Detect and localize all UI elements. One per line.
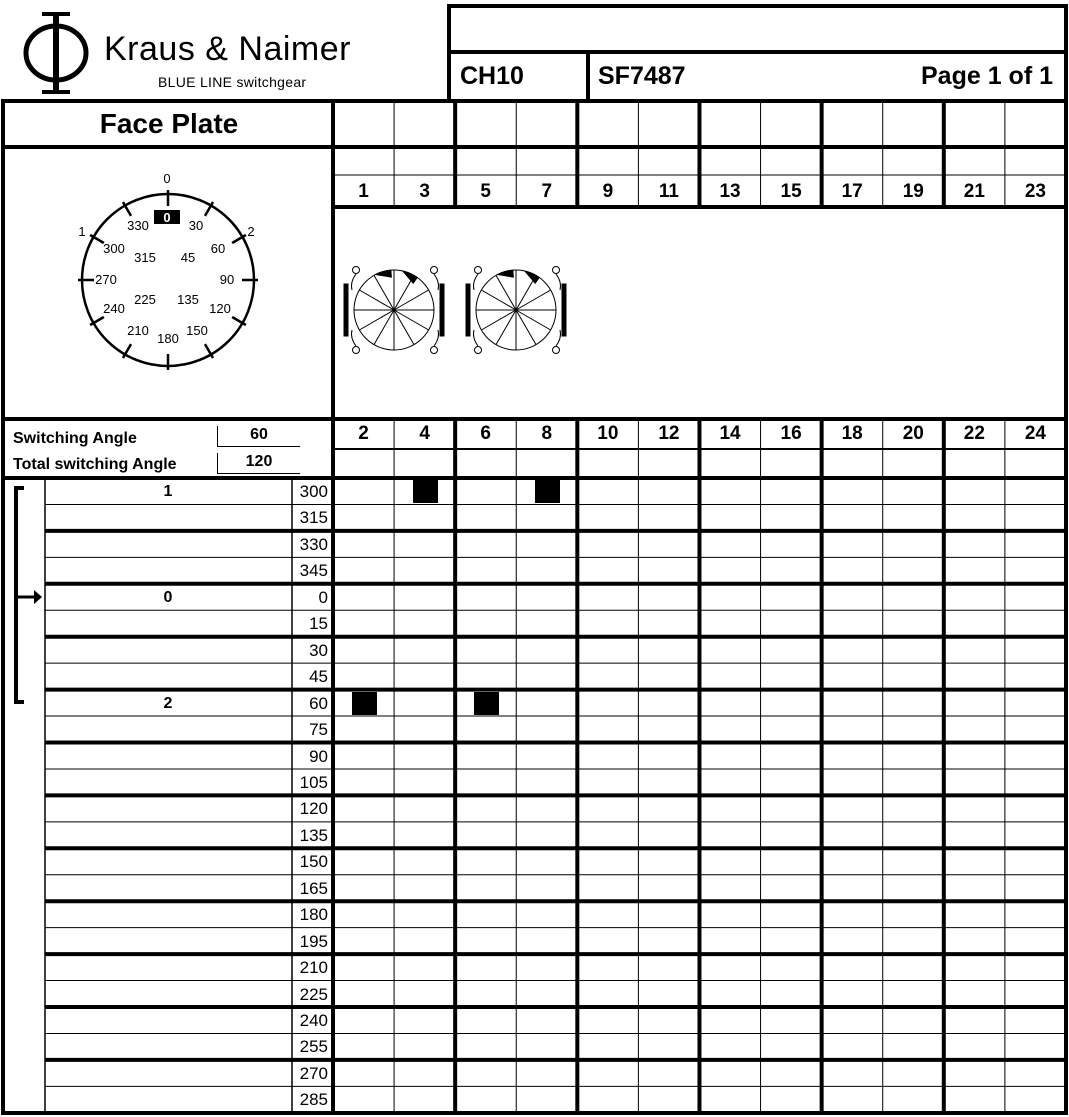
contact-number-bottom: 14 xyxy=(719,423,741,444)
brand-tagline: BLUE LINE switchgear xyxy=(158,74,307,90)
cam-lobe xyxy=(376,270,392,277)
contact-number-bottom: 20 xyxy=(902,423,924,444)
closed-contact-mark xyxy=(535,480,560,503)
contact-number-top: 19 xyxy=(902,181,924,202)
contact-number-bottom: 4 xyxy=(419,423,430,444)
switching-angle-value: 60 xyxy=(217,426,300,447)
total-angle-value: 120 xyxy=(217,453,300,474)
contact-number-top: 7 xyxy=(541,181,553,202)
row-position: 0 xyxy=(163,588,173,606)
total-angle-label: Total switching Angle xyxy=(13,456,177,473)
brand-name: Kraus & Naimer xyxy=(104,30,351,68)
dial-angle: 90 xyxy=(219,272,235,287)
phi-logo-icon xyxy=(18,8,98,98)
contact-number-bottom: 18 xyxy=(841,423,863,444)
row-angle: 270 xyxy=(299,1063,328,1083)
dial-angle: 225 xyxy=(134,292,156,307)
row-angle: 45 xyxy=(309,667,328,687)
closed-contact-mark xyxy=(474,692,499,715)
position-range-bracket xyxy=(8,484,44,710)
dial-angle: 30 xyxy=(188,218,204,233)
dial-angle: 300 xyxy=(103,241,125,256)
terminal xyxy=(475,267,482,274)
switch-number: SF7487 xyxy=(598,62,686,90)
contact-number-bottom: 16 xyxy=(780,423,802,444)
contact-bar xyxy=(562,284,566,336)
page-indicator: Page 1 of 1 xyxy=(921,62,1053,90)
dial-angle-current: 0 xyxy=(163,210,171,225)
terminal xyxy=(431,267,438,274)
product-code: CH10 xyxy=(460,62,524,90)
contact-bar xyxy=(344,284,348,336)
row-angle: 315 xyxy=(299,508,328,528)
dial-position-left: 1 xyxy=(78,224,86,239)
row-angle: 60 xyxy=(309,693,328,713)
switching-angle-label: Switching Angle xyxy=(13,430,137,447)
row-angle: 135 xyxy=(299,825,328,845)
dial-angle: 60 xyxy=(210,241,226,256)
dial-angle: 150 xyxy=(186,323,208,338)
contact-number-top: 21 xyxy=(963,181,985,202)
row-angle: 300 xyxy=(299,482,328,501)
dial-face xyxy=(70,168,270,373)
dial-angle: 120 xyxy=(209,301,231,316)
contact-number-top: 13 xyxy=(719,181,741,202)
dial-angle: 270 xyxy=(95,272,117,287)
dial-angle: 180 xyxy=(157,331,179,346)
row-angle: 210 xyxy=(299,958,328,978)
dial-angle: 45 xyxy=(180,250,196,265)
closed-contact-mark xyxy=(413,480,438,503)
row-angle: 15 xyxy=(309,614,328,634)
terminal xyxy=(353,347,360,354)
row-angle: 30 xyxy=(309,640,328,660)
contact-number-top: 1 xyxy=(358,181,369,202)
cam-lobe xyxy=(498,270,514,277)
row-angle: 105 xyxy=(299,772,328,792)
contact-number-bottom: 6 xyxy=(480,423,491,444)
contact-number-top: 15 xyxy=(780,181,802,202)
contact-number-top: 5 xyxy=(480,181,491,202)
terminal xyxy=(553,347,560,354)
contact-symbols xyxy=(338,260,578,360)
terminal xyxy=(353,267,360,274)
contact-number-bottom: 10 xyxy=(597,423,619,444)
contact-number-top: 17 xyxy=(841,181,863,202)
closed-contact-mark xyxy=(352,692,377,715)
row-angle: 0 xyxy=(318,587,328,607)
row-angle: 75 xyxy=(309,720,328,740)
face-plate-title: Face Plate xyxy=(99,108,239,139)
row-angle: 330 xyxy=(299,534,328,554)
contact-number-bottom: 8 xyxy=(541,423,553,444)
row-angle: 345 xyxy=(299,561,328,581)
contact-number-top: 11 xyxy=(658,181,679,202)
row-angle: 165 xyxy=(299,878,328,898)
row-angle: 255 xyxy=(299,1037,328,1057)
contact-bar xyxy=(440,284,444,336)
dial-angle: 240 xyxy=(103,301,125,316)
contact-number-bottom: 24 xyxy=(1024,423,1046,444)
contact-number-top: 23 xyxy=(1024,181,1046,202)
row-position: 1 xyxy=(163,483,173,500)
contact-number-top: 3 xyxy=(419,181,430,202)
row-angle: 195 xyxy=(299,931,328,951)
contact-number-bottom: 12 xyxy=(658,423,680,444)
contact-number-top: 9 xyxy=(602,181,614,202)
row-position: 2 xyxy=(163,694,173,712)
dial-angle: 315 xyxy=(134,250,156,265)
row-angle: 285 xyxy=(299,1090,328,1110)
row-angle: 225 xyxy=(299,984,328,1004)
dial-position-top: 0 xyxy=(163,171,171,186)
contact-bar xyxy=(466,284,470,336)
terminal xyxy=(475,347,482,354)
dial-angle: 210 xyxy=(127,323,149,338)
row-angle: 240 xyxy=(299,1011,328,1030)
row-angle: 120 xyxy=(299,799,328,819)
row-angle: 150 xyxy=(299,852,328,872)
terminal xyxy=(553,267,560,274)
dial-angle: 135 xyxy=(177,292,199,307)
contact-number-bottom: 22 xyxy=(963,423,985,444)
terminal xyxy=(431,347,438,354)
dial-position-right: 2 xyxy=(247,224,255,239)
dial-angle: 330 xyxy=(127,218,149,233)
row-angle: 90 xyxy=(309,746,328,766)
row-angle: 180 xyxy=(299,905,328,925)
contact-number-bottom: 2 xyxy=(358,423,369,444)
